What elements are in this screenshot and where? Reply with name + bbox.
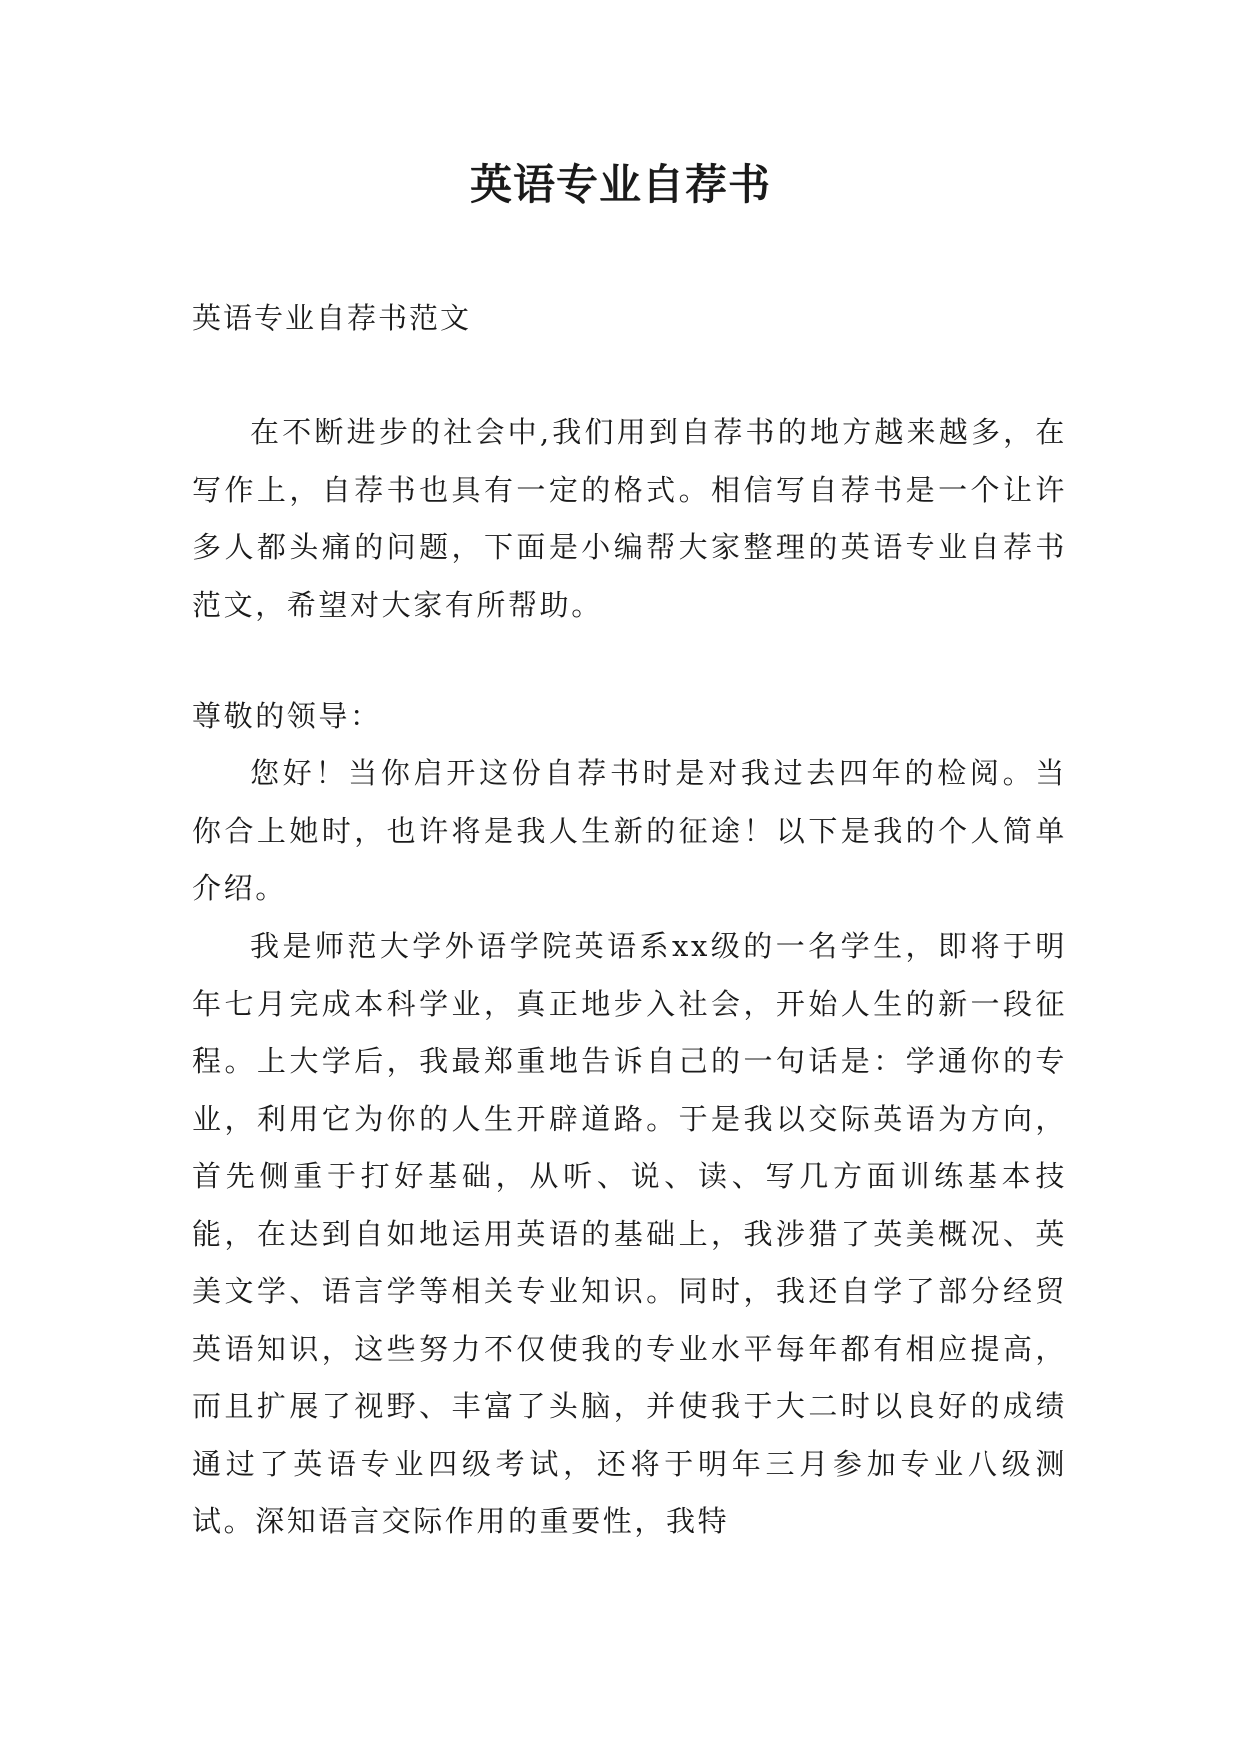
intro-paragraph: 在不断进步的社会中,我们用到自荐书的地方越来越多，在写作上，自荐书也具有一定的格式。相信写自荐书是一个让许多人都头痛的问题，下面是小编帮大家整理的英语专业自荐书范文，希望对大家有所帮助。 (192, 415, 1067, 622)
document-subtitle: 英语专业自荐书范文 (192, 301, 472, 335)
salutation: 尊敬的领导： (192, 699, 382, 733)
greeting-paragraph: 您好！当你启开这份自荐书时是对我过去四年的检阅。当你合上她时，也许将是我人生新的征途！以下是我的个人简单介绍。 (192, 756, 1067, 905)
body-paragraph: 我是师范大学外语学院英语系xx级的一名学生，即将于明年七月完成本科学业，真正地步入社会，开始人生的新一段征程。上大学后，我最郑重地告诉自己的一句话是：学通你的专业，利用它为你的人生开辟道路。于是我以交际英语为方向，首先侧重于打好基础，从听、说、读、写几方面训练基本技能，在达到自如地运用英语的基础上，我涉猎了英美概况、英美文学、语言学等相关专业知识。同时，我还自学了部分经贸英语知识，这些努力不仅使我的专业水平每年都有相应提高，而且扩展了视野、丰富了头脑，并使我于大二时以良好的成绩通过了英语专业四级考试，还将于明年三月参加专业八级测试。深知语言交际作用的重要性，我特 (192, 929, 1067, 1538)
document-title: 英语专业自荐书 (469, 160, 771, 209)
